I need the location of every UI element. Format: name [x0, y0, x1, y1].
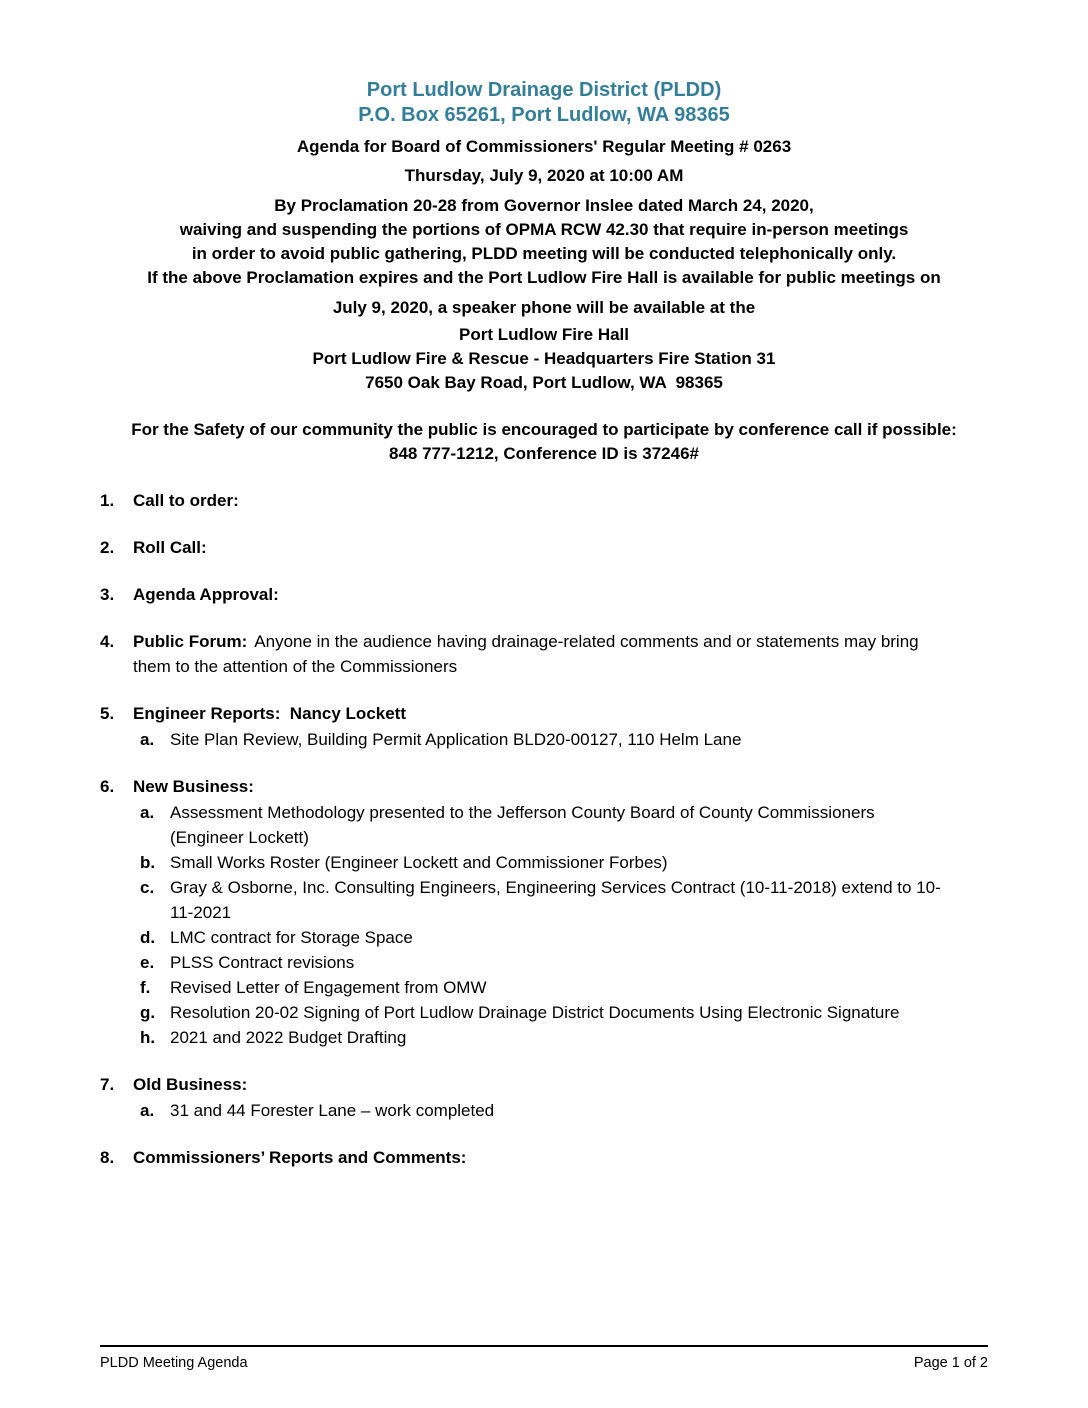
agenda-item: [100, 701, 988, 752]
agenda-sub-item-text: Assessment Methodology presented to the Jefferson County Board of County Commissioners (Engineer Lockett): [170, 803, 875, 847]
agenda-sub-item-letter: a.: [140, 1101, 155, 1120]
proclamation-line: If the above Proclamation expires and the Port Ludlow Fire Hall is available for public meetings on: [147, 268, 941, 287]
agenda-sub-item-text: Site Plan Review, Building Permit Application BLD20-00127, 110 Helm Lane: [170, 730, 742, 749]
agenda-item-title: Engineer Reports: Nancy Lockett: [133, 704, 407, 723]
footer-page-number: Page 1 of 2: [913, 1355, 988, 1371]
meeting-location-block: [100, 323, 988, 395]
agenda-sub-item-text: Small Works Roster (Engineer Lockett and Commissioner Forbes): [170, 853, 668, 872]
agenda-sub-item-text: 31 and 44 Forester Lane – work completed: [170, 1101, 495, 1120]
agenda-item-body: [133, 1072, 953, 1123]
agenda-item-body: [133, 488, 953, 513]
agenda-item: [100, 535, 988, 560]
agenda-sub-item: [140, 875, 953, 925]
agenda-title: Agenda for Board of Commissioners' Regular Meeting # 0263: [296, 137, 792, 156]
agenda-sub-item: [140, 1025, 953, 1050]
agenda-sub-item-letter: f.: [140, 978, 151, 997]
agenda-sub-item: [140, 727, 953, 752]
agenda-sub-item: [140, 800, 953, 850]
agenda-item-body: [133, 1145, 953, 1170]
agenda-item-body: [133, 701, 953, 752]
organization-address: P.O. Box 65261, Port Ludlow, WA 98365: [358, 104, 730, 126]
page-footer: [100, 1345, 988, 1372]
organization-name: Port Ludlow Drainage District (PLDD): [366, 79, 722, 101]
agenda-item-body: [133, 535, 953, 560]
agenda-item-title: Agenda Approval:: [133, 585, 279, 604]
agenda-item-number: 8.: [100, 1148, 115, 1167]
agenda-item-title: Old Business:: [133, 1075, 248, 1094]
agenda-sub-item-letter: d.: [140, 928, 156, 947]
agenda-item-body: [133, 629, 953, 679]
agenda-item: [100, 488, 988, 513]
conference-call-info: 848 777-1212, Conference ID is 37246#: [389, 444, 699, 463]
agenda-item-number: 6.: [100, 777, 115, 796]
agenda-sub-item-letter: a.: [140, 803, 155, 822]
footer-document-title: PLDD Meeting Agenda: [100, 1355, 248, 1371]
agenda-item-title: Public Forum:: [133, 632, 248, 651]
agenda-sub-list: [133, 800, 953, 1050]
agenda-sub-item: [140, 850, 953, 875]
agenda-item: [100, 629, 988, 679]
safety-notice: For the Safety of our community the public is encouraged to participate by conference call if possible:: [131, 420, 957, 439]
agenda-item-body: [133, 582, 953, 607]
agenda-item-number: 7.: [100, 1075, 115, 1094]
agenda-sub-item: [140, 925, 953, 950]
agenda-item-body: [133, 774, 953, 1050]
agenda-item-number: 2.: [100, 538, 115, 557]
agenda-sub-item-text: Gray & Osborne, Inc. Consulting Engineers, Engineering Services Contract (10-11-2018) extend to 10-11-2021: [170, 878, 941, 922]
agenda-item: [100, 582, 988, 607]
agenda-item-number: 4.: [100, 632, 115, 651]
agenda-sub-item-text: Revised Letter of Engagement from OMW: [170, 978, 487, 997]
agenda-sub-item-text: LMC contract for Storage Space: [170, 928, 413, 947]
agenda-item-title: New Business:: [133, 777, 254, 796]
proclamation-line: By Proclamation 20-28 from Governor Inslee dated March 24, 2020,: [274, 196, 814, 215]
agenda-item-description: Anyone in the audience having drainage-related comments and or statements may bring them to the attention of the Commissioners: [133, 632, 919, 676]
agenda-item-title: Roll Call:: [133, 538, 207, 557]
agenda-sub-item: [140, 950, 953, 975]
agenda-sub-item-letter: b.: [140, 853, 156, 872]
agenda-sub-item-letter: e.: [140, 953, 155, 972]
speaker-phone-line: July 9, 2020, a speaker phone will be available at the: [332, 298, 756, 317]
meeting-location-line: 7650 Oak Bay Road, Port Ludlow, WA 98365: [365, 373, 723, 392]
meeting-location-line: Port Ludlow Fire & Rescue - Headquarters Fire Station 31: [312, 349, 776, 368]
agenda-sub-list: [133, 1098, 953, 1123]
agenda-sub-item-letter: c.: [140, 878, 155, 897]
agenda-sub-item-letter: a.: [140, 730, 155, 749]
agenda-item-title: Commissioners’ Reports and Comments:: [133, 1148, 467, 1167]
agenda-sub-item-letter: h.: [140, 1028, 156, 1047]
agenda-item-number: 3.: [100, 585, 115, 604]
proclamation-line: in order to avoid public gathering, PLDD meeting will be conducted telephonically only.: [191, 244, 897, 263]
agenda-sub-item-letter: g.: [140, 1003, 156, 1022]
agenda-list: [100, 488, 988, 1170]
agenda-sub-item: [140, 1000, 953, 1025]
agenda-sub-item: [140, 975, 953, 1000]
agenda-sub-item-text: Resolution 20-02 Signing of Port Ludlow Drainage District Documents Using Electronic Signature: [170, 1003, 900, 1022]
meeting-location-line: Port Ludlow Fire Hall: [458, 325, 629, 344]
agenda-sub-item: [140, 1098, 953, 1123]
agenda-sub-list: [133, 727, 953, 752]
agenda-sub-item-text: PLSS Contract revisions: [170, 953, 355, 972]
agenda-item-title: Call to order:: [133, 491, 239, 510]
agenda-item: [100, 1145, 988, 1170]
agenda-item: [100, 774, 988, 1050]
meeting-datetime: Thursday, July 9, 2020 at 10:00 AM: [404, 166, 684, 185]
agenda-item-number: 1.: [100, 491, 115, 510]
agenda-sub-item-text: 2021 and 2022 Budget Drafting: [170, 1028, 407, 1047]
proclamation-line: waiving and suspending the portions of OPMA RCW 42.30 that require in-person meetings: [179, 220, 909, 239]
proclamation-block: [100, 194, 988, 290]
agenda-item-number: 5.: [100, 704, 115, 723]
agenda-item: [100, 1072, 988, 1123]
